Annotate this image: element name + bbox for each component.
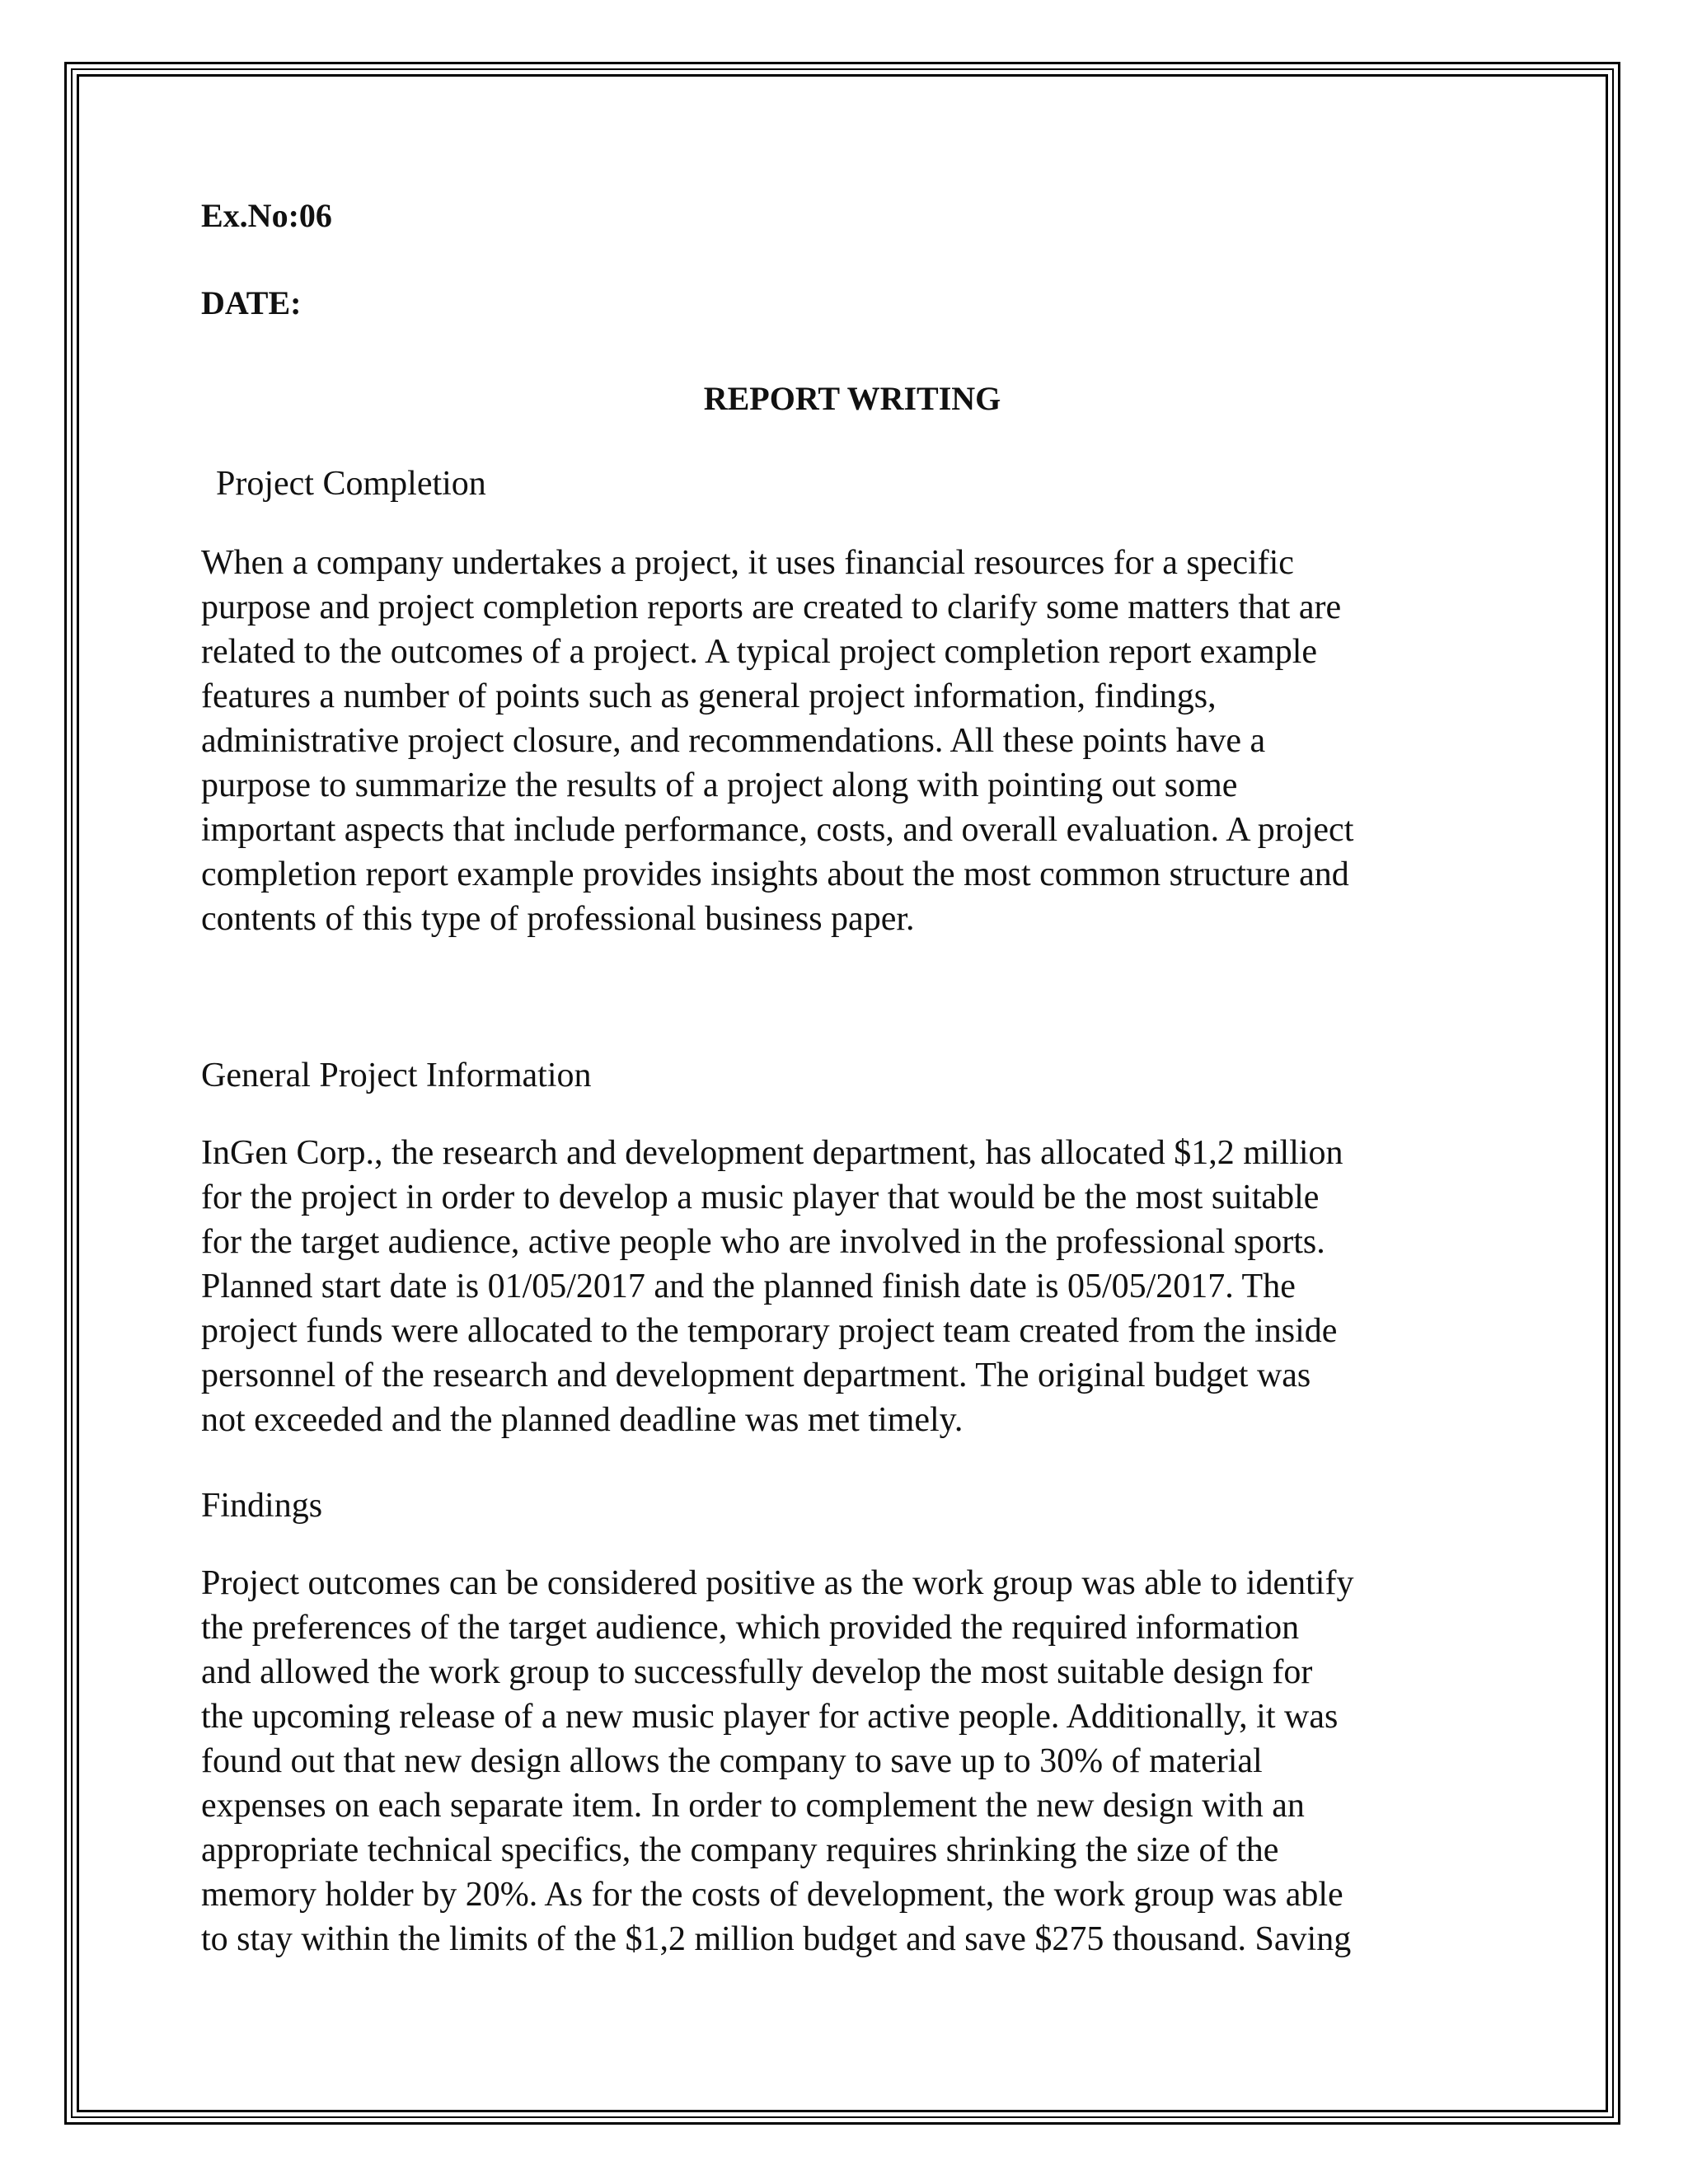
text-line: Project outcomes can be considered positive as the work group was able to identify bbox=[201, 1564, 1354, 1602]
section-heading-findings: Findings bbox=[201, 1487, 323, 1525]
text-line: for the target audience, active people who are involved in the professional sports. bbox=[201, 1223, 1325, 1261]
text-line: purpose and project completion reports are created to clarify some matters that are bbox=[201, 588, 1342, 626]
text-line: administrative project closure, and recommendations. All these points have a bbox=[201, 722, 1266, 760]
text-line: contents of this type of professional business paper. bbox=[201, 900, 915, 938]
paragraph-general-project-information bbox=[201, 1131, 1503, 1442]
paragraph-project-completion bbox=[201, 541, 1503, 941]
text-line: for the project in order to develop a music player that would be the most suitable bbox=[201, 1179, 1320, 1216]
text-line: not exceeded and the planned deadline was met timely. bbox=[201, 1401, 964, 1439]
text-line: project funds were allocated to the temporary project team created from the inside bbox=[201, 1312, 1338, 1350]
text-line: important aspects that include performance, costs, and overall evaluation. A project bbox=[201, 811, 1354, 849]
date-label: DATE: bbox=[201, 284, 302, 321]
text-line: purpose to summarize the results of a project along with pointing out some bbox=[201, 766, 1238, 804]
text-line: When a company undertakes a project, it uses financial resources for a specific bbox=[201, 544, 1294, 582]
text-line: to stay within the limits of the $1,2 million budget and save $275 thousand. Saving bbox=[201, 1920, 1352, 1958]
text-line: found out that new design allows the company to save up to 30% of material bbox=[201, 1742, 1263, 1780]
text-line: completion report example provides insights about the most common structure and bbox=[201, 855, 1349, 893]
text-line: personnel of the research and development department. The original budget was bbox=[201, 1357, 1311, 1394]
section-heading-project-completion: Project Completion bbox=[216, 465, 486, 503]
text-line: the upcoming release of a new music player for active people. Additionally, it was bbox=[201, 1698, 1339, 1736]
report-title: REPORT WRITING bbox=[703, 380, 1001, 417]
text-line: InGen Corp., the research and development department, has allocated $1,2 million bbox=[201, 1134, 1343, 1172]
text-line: features a number of points such as general project information, findings, bbox=[201, 677, 1217, 715]
exercise-number: Ex.No:06 bbox=[201, 197, 332, 234]
text-line: expenses on each separate item. In order to complement the new design with an bbox=[201, 1787, 1305, 1825]
text-line: the preferences of the target audience, which provided the required information bbox=[201, 1609, 1300, 1647]
text-line: related to the outcomes of a project. A typical project completion report example bbox=[201, 633, 1318, 671]
document-body bbox=[201, 196, 1503, 1961]
paragraph-findings bbox=[201, 1561, 1503, 1961]
text-line: appropriate technical specifics, the company requires shrinking the size of the bbox=[201, 1831, 1279, 1869]
text-line: Planned start date is 01/05/2017 and the planned finish date is 05/05/2017. The bbox=[201, 1268, 1296, 1305]
text-line: memory holder by 20%. As for the costs of development, the work group was able bbox=[201, 1876, 1343, 1914]
text-line: and allowed the work group to successfully develop the most suitable design for bbox=[201, 1653, 1313, 1691]
section-heading-general-project-information: General Project Information bbox=[201, 1057, 592, 1094]
